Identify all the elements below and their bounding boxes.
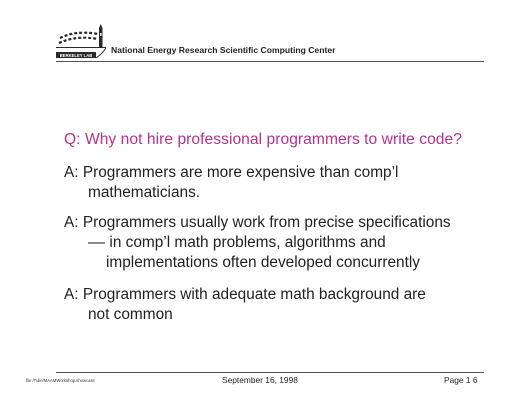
answer-2-line-2: –– in comp’l math problems, algorithms and [88, 234, 386, 251]
answer-3 [64, 285, 426, 325]
footer-divider [56, 372, 484, 373]
answer-2-line-3: implementations often developed concurrently [106, 254, 420, 271]
logo-text: BERKELEY LAB [59, 52, 93, 58]
page-number: Page 1 6 [444, 375, 478, 385]
organization-name: National Energy Research Scientific Computing Center [111, 45, 336, 55]
header-divider [56, 61, 484, 62]
berkeley-lab-logo [56, 24, 106, 60]
answer-2-line-1: A: Programmers usually work from precise specifications [64, 214, 451, 231]
answer-3-line-1: A: Programmers with adequate math background are [64, 286, 426, 303]
slide-question: Q: Why not hire professional programmers to write code? [64, 131, 462, 148]
answer-2 [64, 213, 451, 273]
answer-1 [64, 163, 398, 203]
slide-date: September 16, 1998 [222, 375, 298, 385]
answer-3-line-2: not common [88, 306, 173, 323]
answer-1-line-2: mathematicians. [88, 184, 201, 201]
file-path: file:/Tulie/MAAMWorkshop.showcase [26, 378, 95, 383]
answer-1-line-1: A: Programmers are more expensive than comp’l [64, 164, 399, 181]
